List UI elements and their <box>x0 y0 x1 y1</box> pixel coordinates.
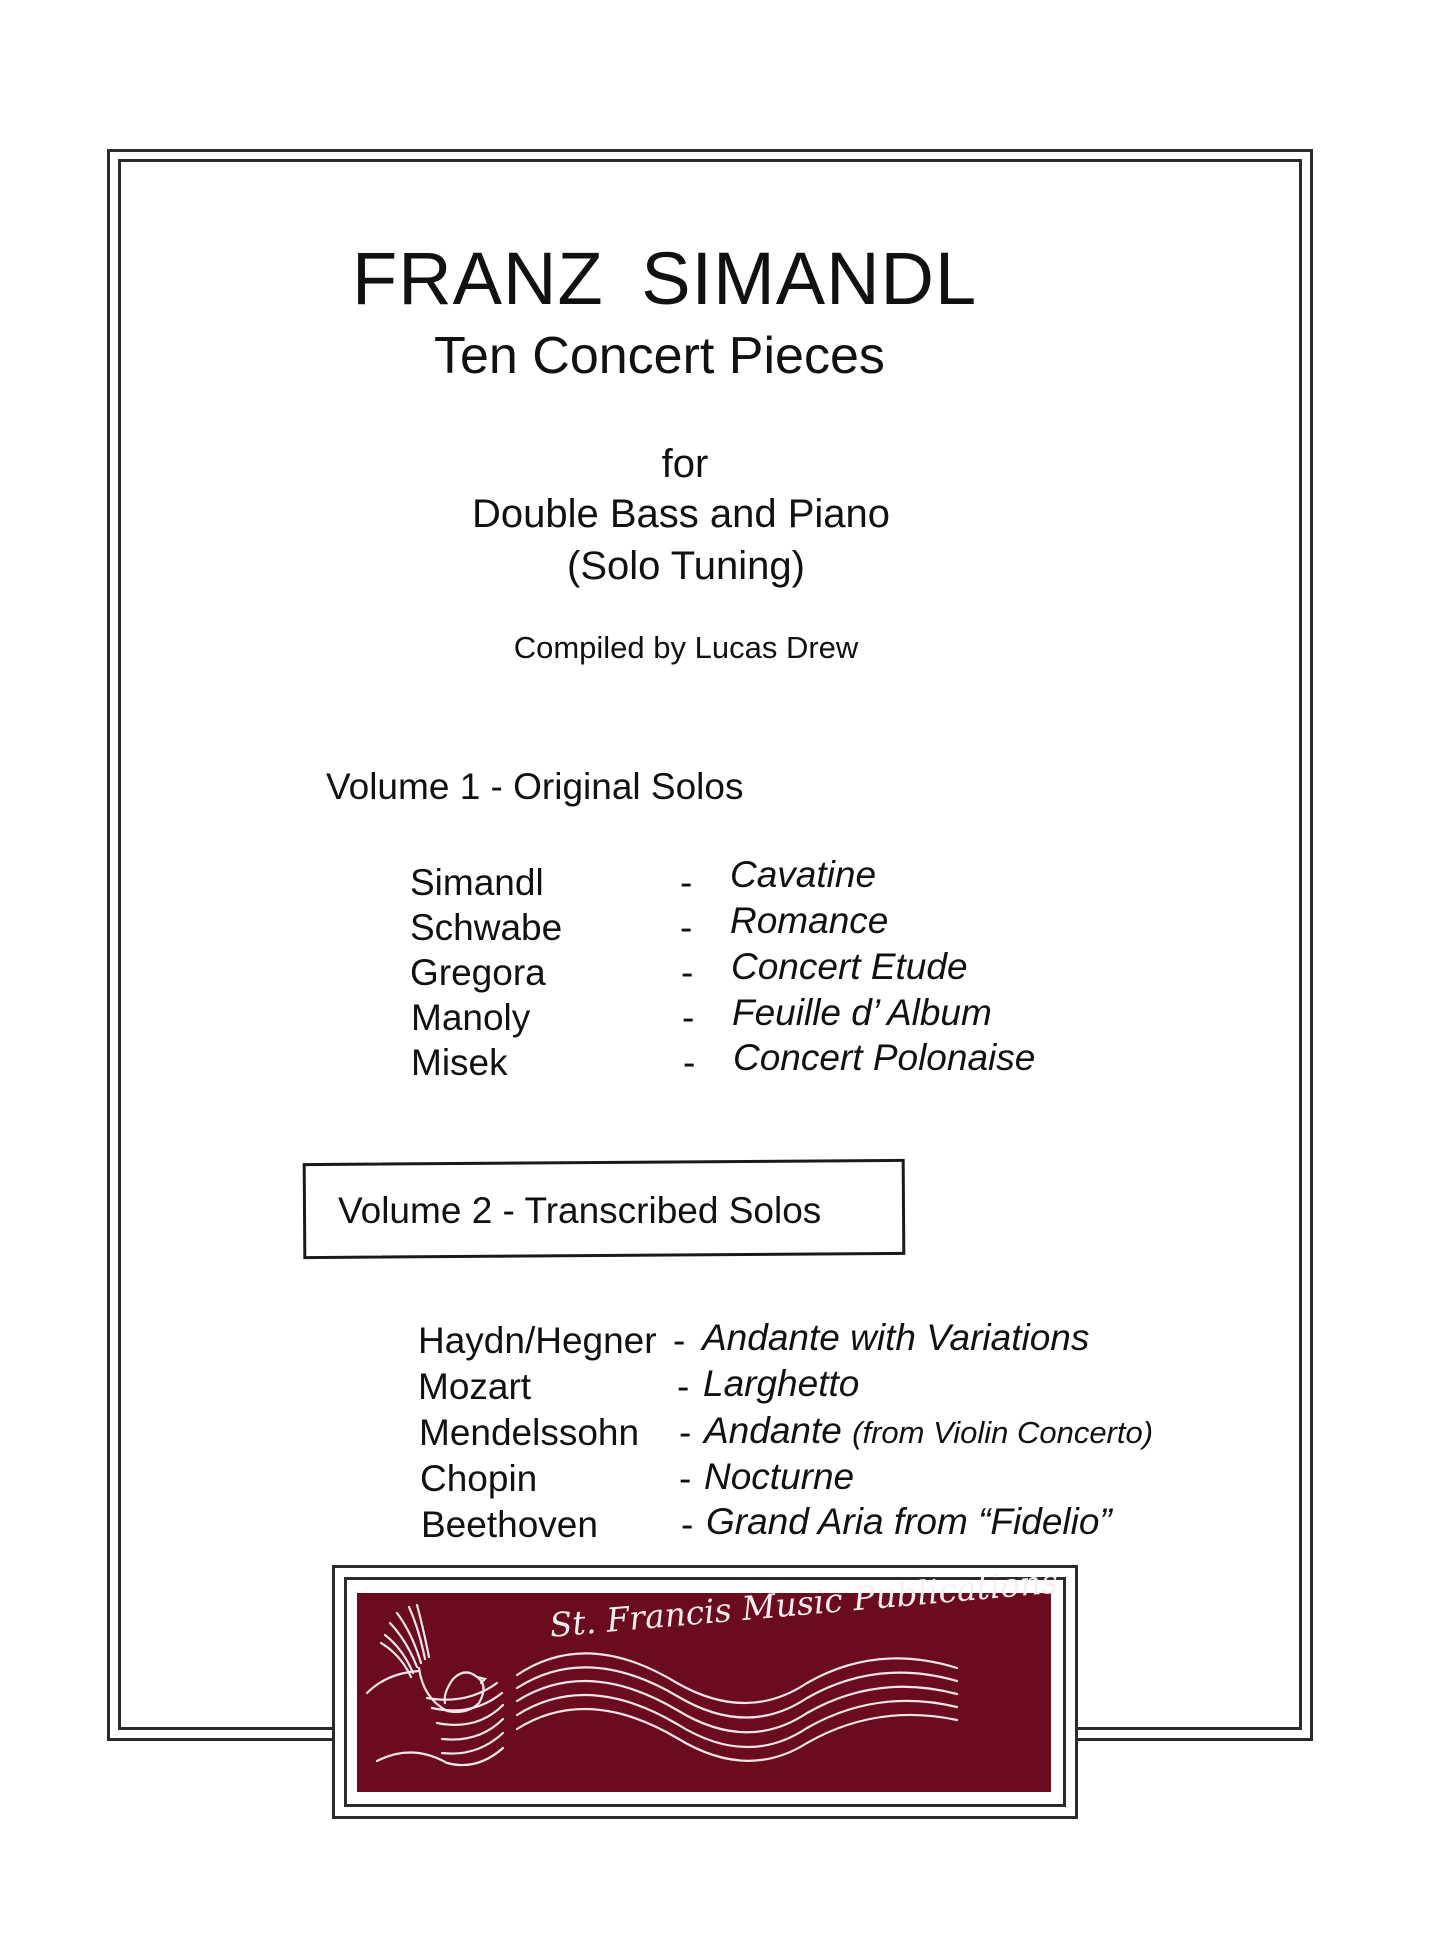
piece-title: Nocturne <box>704 1456 855 1497</box>
piece-title: Feuille d’ Album <box>732 992 992 1033</box>
compiler-credit: Compiled by Lucas Drew <box>513 630 859 665</box>
instrumentation: Double Bass and Piano <box>471 492 891 536</box>
piece-title <box>704 1410 1153 1452</box>
piece-title: Grand Aria from “Fidelio” <box>706 1501 1112 1542</box>
piece-title: Concert Polonaise <box>733 1037 1036 1078</box>
separator-dash: - <box>673 1320 686 1361</box>
separator-dash: - <box>681 952 694 993</box>
composer-title: FRANZ SIMANDL <box>352 237 978 320</box>
composer-name: Chopin <box>420 1458 538 1499</box>
composer-name: Beethoven <box>421 1504 598 1545</box>
piece-title: Cavatine <box>730 854 877 895</box>
separator-dash: - <box>683 1042 696 1083</box>
publisher-name: St. Francis Music Publications <box>548 1561 1060 1645</box>
composer-name: Simandl <box>410 862 544 903</box>
piece-title-main: Andante <box>704 1410 842 1451</box>
piece-title-note: (from Violin Concerto) <box>852 1415 1154 1450</box>
piece-title: Concert Etude <box>731 946 968 987</box>
separator-dash: - <box>677 1366 690 1407</box>
for-label: for <box>661 442 709 486</box>
volume2-heading: Volume 2 - Transcribed Solos <box>338 1190 822 1231</box>
separator-dash: - <box>680 862 693 903</box>
composer-name: Misek <box>411 1042 508 1083</box>
composer-name: Mendelssohn <box>419 1412 640 1453</box>
separator-dash: - <box>682 997 695 1038</box>
composer-name: Schwabe <box>410 907 563 948</box>
collection-title: Ten Concert Pieces <box>434 327 885 385</box>
piece-title: Romance <box>730 900 889 941</box>
composer-name: Haydn/Hegner <box>418 1320 657 1361</box>
tuning-note: (Solo Tuning) <box>567 544 805 588</box>
separator-dash: - <box>681 1504 694 1545</box>
composer-name: Gregora <box>410 952 546 993</box>
separator-dash: - <box>679 1412 692 1453</box>
volume1-heading: Volume 1 - Original Solos <box>326 766 744 807</box>
separator-dash: - <box>680 907 693 948</box>
piece-title: Larghetto <box>703 1363 860 1404</box>
composer-name: Mozart <box>418 1366 532 1407</box>
composer-name: Manoly <box>411 997 531 1038</box>
separator-dash: - <box>679 1458 692 1499</box>
piece-title: Andante with Variations <box>702 1317 1090 1358</box>
